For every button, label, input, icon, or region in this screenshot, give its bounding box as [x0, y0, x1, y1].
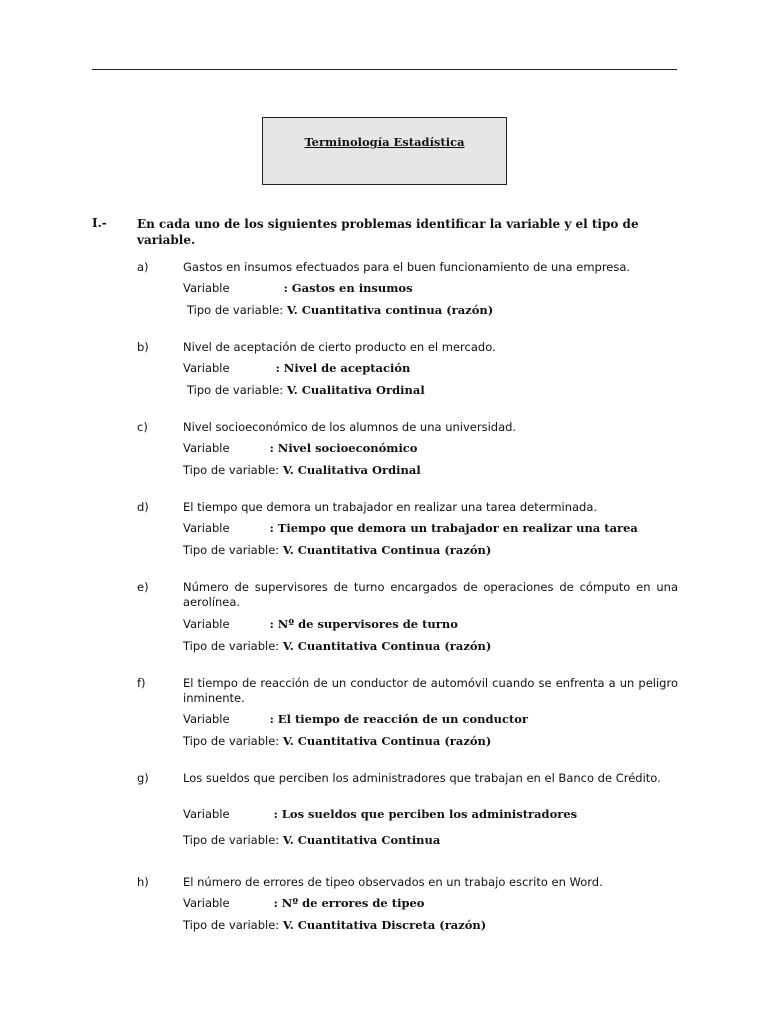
item-letter: a)	[137, 260, 149, 274]
item-statement: Los sueldos que perciben los administradores que trabajan en el Banco de Crédito.	[183, 771, 661, 785]
variable-value: : Tiempo que demora un trabajador en realizar una tarea	[269, 521, 638, 535]
variable-value: : Nº de supervisores de turno	[269, 617, 458, 631]
type-value: V. Cuantitativa Continua (razón)	[282, 639, 492, 653]
variable-label: Variable	[183, 617, 230, 631]
type-row	[183, 639, 491, 653]
type-row	[183, 463, 421, 477]
variable-value: : Nivel de aceptación	[275, 361, 411, 375]
variable-label: Variable	[183, 521, 230, 535]
item-statement: Nivel socioeconómico de los alumnos de una universidad.	[183, 420, 517, 434]
item-letter: h)	[137, 875, 149, 889]
page-title: Terminología Estadística	[304, 135, 465, 149]
type-value: V. Cualitativa Ordinal	[282, 463, 421, 477]
type-row	[187, 383, 425, 397]
title-box	[262, 117, 507, 185]
variable-value: : Nº de errores de tipeo	[273, 896, 425, 910]
type-value: V. Cuantitativa Discreta (razón)	[282, 918, 487, 932]
type-label: Tipo de variable:	[183, 639, 280, 653]
variable-value: : El tiempo de reacción de un conductor	[269, 712, 528, 726]
item-letter: g)	[137, 771, 149, 785]
item-letter: f)	[137, 676, 146, 690]
variable-label: Variable	[183, 807, 230, 821]
type-value: V. Cualitativa Ordinal	[286, 383, 425, 397]
item-statement: El tiempo de reacción de un conductor de automóvil cuando se enfrenta a un peligro inminente.	[183, 676, 678, 705]
variable-label: Variable	[183, 712, 230, 726]
variable-label: Variable	[183, 281, 230, 295]
variable-row	[183, 896, 424, 910]
variable-row	[183, 361, 410, 375]
type-label: Tipo de variable:	[183, 833, 280, 847]
variable-row	[183, 807, 577, 821]
type-row	[183, 543, 491, 557]
item-statement: Número de supervisores de turno encargados de operaciones de cómputo en una aerolínea.	[183, 580, 678, 609]
item-letter: b)	[137, 340, 149, 354]
item-statement: El tiempo que demora un trabajador en realizar una tarea determinada.	[183, 500, 598, 514]
item-letter: d)	[137, 500, 149, 514]
type-label: Tipo de variable:	[183, 543, 280, 557]
variable-row	[183, 441, 417, 455]
type-row	[187, 303, 493, 317]
type-label: Tipo de variable:	[187, 303, 284, 317]
type-row	[183, 833, 440, 847]
type-value: V. Cuantitativa continua (razón)	[286, 303, 494, 317]
item-letter: c)	[137, 420, 148, 434]
type-label: Tipo de variable:	[187, 383, 284, 397]
type-label: Tipo de variable:	[183, 918, 280, 932]
section-instruction: En cada uno de los siguientes problemas identificar la variable y el tipo de variable.	[137, 217, 639, 247]
top-horizontal-rule	[92, 69, 677, 70]
item-statement: Gastos en insumos efectuados para el buen funcionamiento de una empresa.	[183, 260, 631, 274]
type-value: V. Cuantitativa Continua	[282, 833, 441, 847]
variable-row	[183, 281, 413, 295]
type-row	[183, 918, 486, 932]
variable-label: Variable	[183, 896, 230, 910]
item-statement: El número de errores de tipeo observados en un trabajo escrito en Word.	[183, 875, 603, 889]
variable-row	[183, 712, 528, 726]
variable-label: Variable	[183, 361, 230, 375]
type-label: Tipo de variable:	[183, 734, 280, 748]
variable-value: : Gastos en insumos	[283, 281, 413, 295]
type-value: V. Cuantitativa Continua (razón)	[282, 543, 492, 557]
item-letter: e)	[137, 580, 149, 594]
type-row	[183, 734, 491, 748]
type-value: V. Cuantitativa Continua (razón)	[282, 734, 492, 748]
variable-value: : Los sueldos que perciben los administradores	[273, 807, 578, 821]
variable-row	[183, 617, 458, 631]
variable-row	[183, 521, 638, 535]
variable-value: : Nivel socioeconómico	[269, 441, 418, 455]
item-statement: Nivel de aceptación de cierto producto en el mercado.	[183, 340, 496, 354]
type-label: Tipo de variable:	[183, 463, 280, 477]
section-number: I.-	[92, 216, 107, 230]
variable-label: Variable	[183, 441, 230, 455]
